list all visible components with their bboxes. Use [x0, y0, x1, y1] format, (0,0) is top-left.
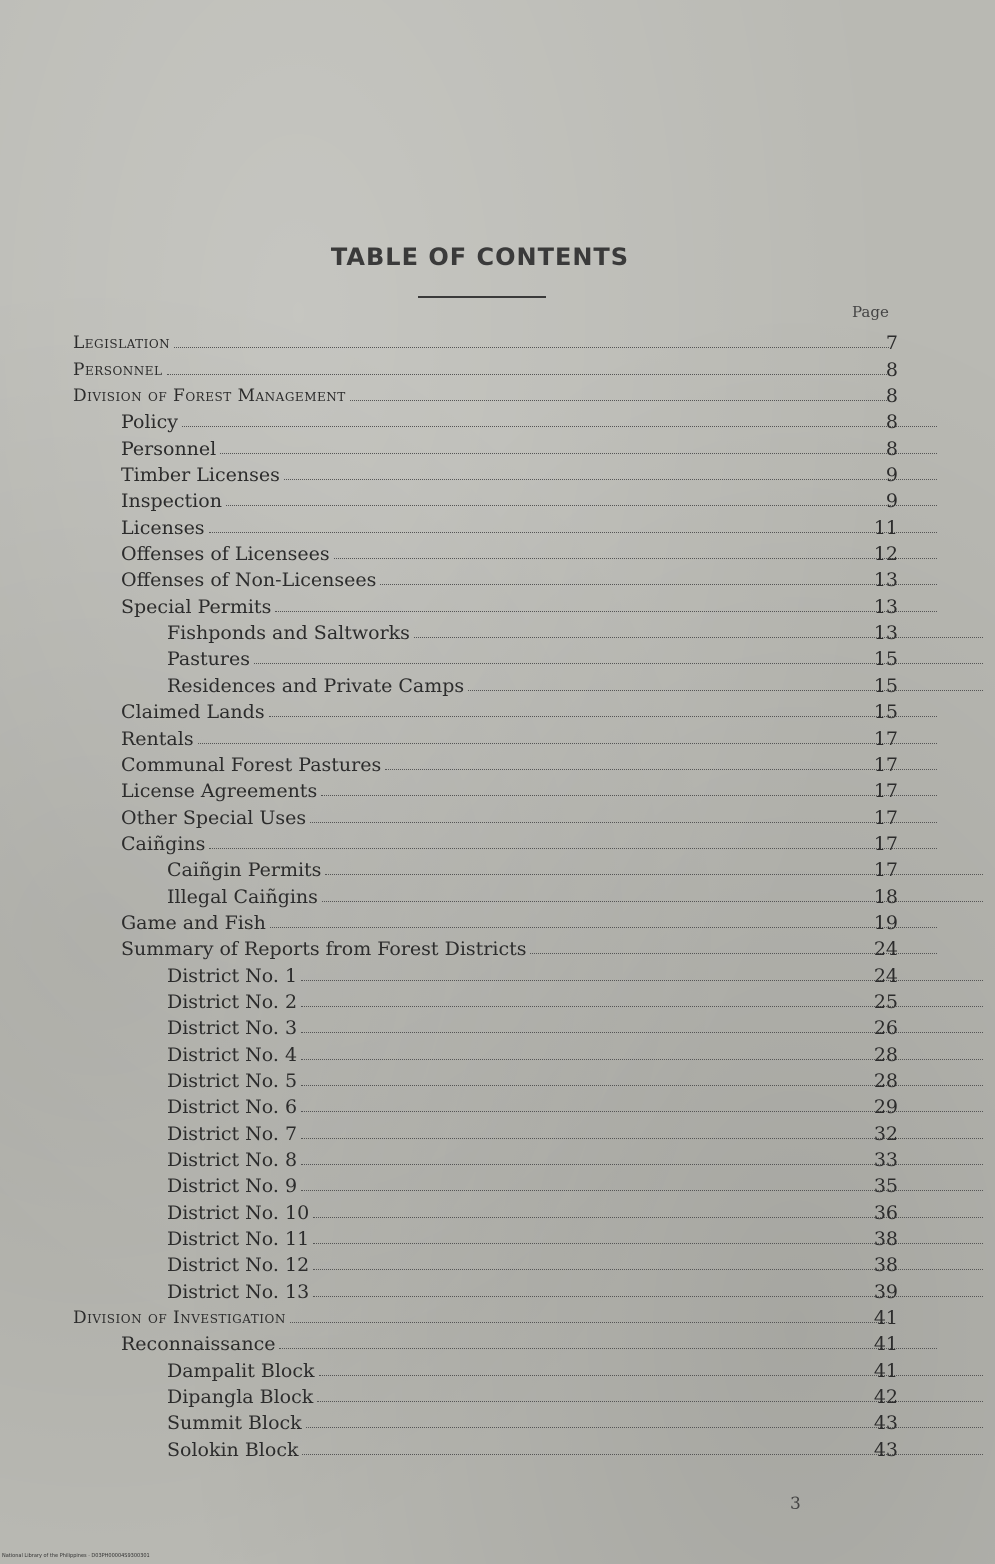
toc-entry: [0, 1224, 995, 1250]
toc-entry: [0, 1039, 995, 1065]
toc-entry-page: 12: [873, 543, 898, 566]
toc-entry-page: 17: [873, 806, 898, 829]
toc-entry: [0, 1303, 995, 1329]
dot-leader: [269, 715, 937, 717]
dot-leader: [284, 478, 937, 480]
toc-entry: [0, 486, 995, 512]
dot-leader: [290, 1321, 889, 1323]
dot-leader: [209, 847, 937, 849]
toc-entry: [0, 644, 995, 670]
toc-entry: [0, 1408, 995, 1434]
dot-leader: [468, 689, 983, 691]
toc-entry-label: Offenses of Non-Licensees: [121, 569, 377, 592]
toc-entry-label: District No. 5: [167, 1069, 298, 1092]
toc-entry-label: Residences and Private Camps: [167, 674, 465, 697]
toc-entry-label: District No. 13: [167, 1280, 310, 1303]
toc-entry-page: 13: [873, 595, 898, 618]
toc-entry-label: Personnel: [73, 359, 163, 380]
toc-entry-page: 17: [873, 727, 898, 750]
toc-entry: [0, 1355, 995, 1381]
toc-entry-label: Division of Investigation: [73, 1308, 286, 1329]
toc-entry-label: Caiñgin Permits: [167, 859, 322, 882]
toc-entry: [0, 802, 995, 828]
toc-entry-label: Summary of Reports from Forest Districts: [121, 938, 527, 961]
toc-entry-page: 26: [873, 1017, 898, 1040]
toc-entry-label: Claimed Lands: [121, 701, 265, 724]
toc-entry: [0, 1382, 995, 1408]
toc-entry: [0, 1145, 995, 1171]
toc-entry-label: Division of Forest Management: [73, 386, 346, 407]
toc-entry-label: District No. 12: [167, 1254, 310, 1277]
toc-entry-page: 11: [873, 516, 898, 539]
toc-entry-page: 18: [873, 885, 898, 908]
toc-entry: [0, 670, 995, 696]
toc-entry: [0, 1013, 995, 1039]
toc-entry-label: District No. 9: [167, 1175, 298, 1198]
toc-entry-page: 8: [885, 385, 898, 408]
dot-leader: [334, 557, 937, 559]
dot-leader: [226, 504, 937, 506]
toc-entry-label: Rentals: [121, 727, 194, 750]
toc-entry: [0, 407, 995, 433]
toc-entry-page: 29: [873, 1096, 898, 1119]
toc-entry-label: Other Special Uses: [121, 806, 307, 829]
toc-entry: [0, 1118, 995, 1144]
dot-leader: [380, 583, 937, 585]
toc-entry-page: 25: [873, 990, 898, 1013]
toc-entry-page: 15: [873, 674, 898, 697]
toc-entry-label: Game and Fish: [121, 911, 266, 934]
toc-entry-label: District No. 3: [167, 1017, 298, 1040]
toc-entry-label: District No. 2: [167, 990, 298, 1013]
toc-entry-page: 43: [873, 1438, 898, 1461]
toc-entry-page: 32: [873, 1122, 898, 1145]
toc-entry: [0, 1066, 995, 1092]
toc-entry-page: 41: [873, 1333, 898, 1356]
table-of-contents: [0, 328, 995, 1461]
toc-entry-label: District No. 8: [167, 1149, 298, 1171]
toc-entry-page: 17: [873, 753, 898, 776]
toc-entry-page: 8: [885, 358, 898, 381]
toc-entry: [0, 539, 995, 565]
toc-entry-label: Pastures: [167, 648, 250, 671]
toc-entry-page: 41: [873, 1359, 898, 1382]
dot-leader: [385, 768, 937, 770]
toc-entry-label: Summit Block: [167, 1412, 302, 1435]
toc-entry-page: 28: [873, 1043, 898, 1066]
toc-entry: [0, 381, 995, 407]
toc-entry-label: Policy: [121, 411, 178, 434]
toc-entry-page: 39: [873, 1280, 898, 1303]
toc-entry-label: District No. 1: [167, 964, 298, 987]
toc-entry: [0, 723, 995, 749]
dot-leader: [279, 1347, 937, 1349]
toc-entry-label: Dampalit Block: [167, 1359, 315, 1382]
toc-entry-page: 41: [873, 1307, 898, 1330]
dot-leader: [209, 531, 937, 533]
dot-leader: [270, 926, 937, 928]
toc-entry-page: 8: [885, 437, 898, 460]
toc-entry: [0, 908, 995, 934]
dot-leader: [350, 399, 889, 401]
dot-leader: [198, 742, 937, 744]
toc-entry: [0, 512, 995, 538]
toc-entry: [0, 591, 995, 617]
toc-entry-page: 24: [873, 964, 898, 987]
toc-entry-page: 9: [885, 490, 898, 513]
toc-entry: [0, 1197, 995, 1223]
toc-entry-label: Solokin Block: [167, 1438, 299, 1461]
toc-entry: [0, 565, 995, 591]
toc-entry-page: 35: [873, 1175, 898, 1198]
toc-entry: [0, 1276, 995, 1302]
toc-entry-label: District No. 7: [167, 1122, 298, 1145]
toc-entry: [0, 1171, 995, 1197]
toc-entry-label: Dipangla Block: [167, 1386, 314, 1409]
toc-entry-page: 42: [873, 1386, 898, 1409]
toc-entry-label: District No. 6: [167, 1096, 298, 1119]
toc-entry-page: 17: [873, 859, 898, 882]
dot-leader: [275, 610, 937, 612]
toc-entry: [0, 618, 995, 644]
toc-entry: [0, 1329, 995, 1355]
toc-entry-page: 13: [873, 569, 898, 592]
toc-entry-page: 8: [885, 411, 898, 434]
dot-leader: [182, 425, 937, 427]
toc-entry-label: Communal Forest Pastures: [121, 753, 382, 776]
toc-entry-label: Caiñgins: [121, 832, 206, 855]
toc-entry: [0, 1250, 995, 1276]
title-rule: [418, 296, 546, 298]
toc-entry-label: Illegal Caiñgins: [167, 885, 318, 908]
toc-entry-page: 9: [885, 464, 898, 487]
toc-entry: [0, 1434, 995, 1460]
toc-entry: [0, 960, 995, 986]
toc-entry-page: 33: [873, 1149, 898, 1171]
toc-entry: [0, 934, 995, 960]
toc-entry-page: 38: [873, 1254, 898, 1277]
toc-entry-label: License Agreements: [121, 780, 318, 803]
toc-entry: [0, 354, 995, 380]
toc-entry-page: 19: [873, 911, 898, 934]
toc-entry: [0, 855, 995, 881]
toc-entry-page: 13: [873, 622, 898, 645]
toc-entry-page: 15: [873, 648, 898, 671]
page-column-header: Page: [852, 303, 889, 321]
toc-entry-label: District No. 10: [167, 1201, 310, 1224]
dot-leader: [321, 794, 937, 796]
toc-entry-page: 17: [873, 780, 898, 803]
toc-entry-label: Special Permits: [121, 595, 272, 618]
toc-entry: [0, 328, 995, 354]
dot-leader: [310, 821, 937, 823]
toc-entry-label: District No. 4: [167, 1043, 298, 1066]
toc-entry-label: Reconnaissance: [121, 1333, 276, 1356]
toc-entry-label: Offenses of Licensees: [121, 543, 330, 566]
toc-entry: [0, 697, 995, 723]
scan-credit: National Library of the Philippines · D03PH00004S9300301: [2, 1553, 150, 1559]
toc-entry-page: 28: [873, 1069, 898, 1092]
toc-entry: [0, 750, 995, 776]
toc-entry-label: Timber Licenses: [121, 464, 280, 487]
toc-entry-label: Legislation: [73, 333, 171, 354]
toc-entry-page: 15: [873, 701, 898, 724]
toc-entry-page: 17: [873, 832, 898, 855]
toc-entry-page: 7: [885, 332, 898, 355]
toc-entry: [0, 1092, 995, 1118]
toc-entry-page: 38: [873, 1228, 898, 1251]
page-number: 3: [790, 1494, 801, 1514]
toc-entry-page: 36: [873, 1201, 898, 1224]
toc-entry: [0, 776, 995, 802]
dot-leader: [174, 346, 889, 348]
toc-entry: [0, 881, 995, 907]
toc-entry-label: Inspection: [121, 490, 222, 513]
toc-entry-page: 24: [873, 938, 898, 961]
dot-leader: [220, 452, 937, 454]
toc-entry-label: District No. 11: [167, 1228, 310, 1251]
dot-leader: [167, 373, 889, 375]
toc-entry: [0, 987, 995, 1013]
toc-entry-label: Personnel: [121, 437, 217, 460]
toc-entry: [0, 460, 995, 486]
toc-entry-page: 43: [873, 1412, 898, 1435]
toc-entry: [0, 829, 995, 855]
page-title: TABLE OF CONTENTS: [330, 243, 630, 271]
toc-entry-label: Licenses: [121, 516, 205, 539]
toc-entry-label: Fishponds and Saltworks: [167, 622, 410, 645]
toc-entry: [0, 433, 995, 459]
